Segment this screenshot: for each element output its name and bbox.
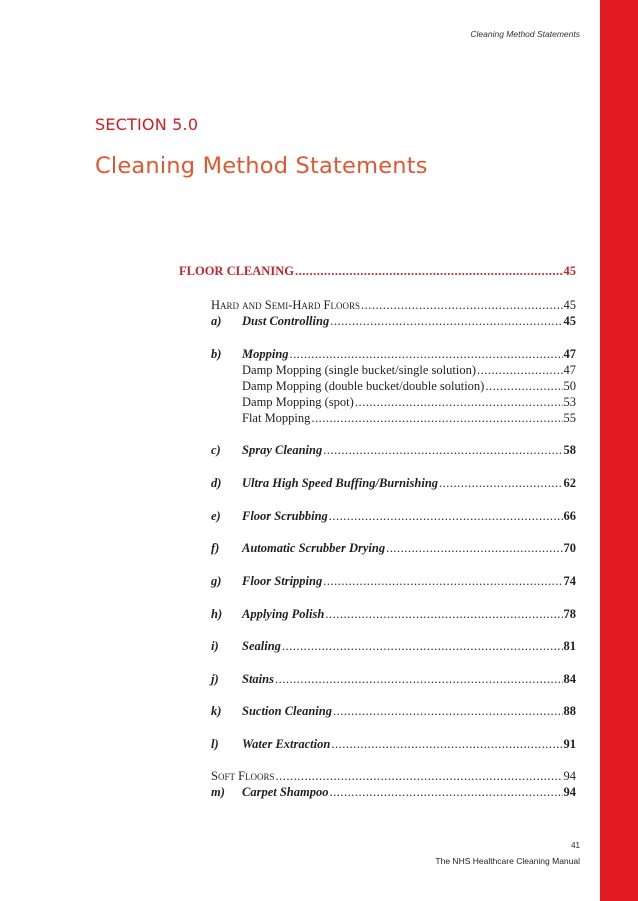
toc-item-automatic-scrubber[interactable] — [211, 540, 576, 556]
toc-item-letter: a) — [211, 314, 222, 328]
toc-item-letter: k) — [211, 704, 222, 718]
toc-item-floor-stripping[interactable] — [211, 573, 576, 589]
toc-page-number: 66 — [563, 509, 576, 523]
toc-page-number: 47 — [563, 363, 576, 377]
toc-page-number: 70 — [563, 541, 576, 555]
toc-page-number: 88 — [563, 704, 576, 718]
toc-item-floor-scrubbing[interactable] — [211, 508, 576, 524]
toc-item-label: Stains — [242, 672, 274, 686]
toc-page-number: 74 — [563, 574, 576, 588]
toc-item-letter: e) — [211, 509, 221, 523]
toc-page-number: 91 — [563, 737, 576, 751]
toc-item-letter: d) — [211, 476, 222, 490]
toc-item-label: Mopping — [242, 347, 289, 361]
toc-page-number: 50 — [563, 379, 576, 393]
toc-item-letter: i) — [211, 639, 219, 653]
section-title: Cleaning Method Statements — [95, 153, 428, 179]
toc-item-label: Floor Scrubbing — [242, 509, 328, 523]
toc-subitem[interactable] — [242, 394, 576, 410]
toc-item-label: Spray Cleaning — [242, 443, 323, 457]
toc-page-number: 81 — [563, 639, 576, 653]
toc-item-mopping[interactable] — [211, 346, 576, 362]
toc-subitem[interactable] — [242, 378, 576, 394]
toc-item-letter: j) — [211, 672, 219, 686]
toc-group-label: Hard and Semi-Hard Floors — [211, 298, 360, 312]
toc-item-letter: f) — [211, 541, 220, 555]
toc-entry-label: FLOOR CLEANING — [179, 264, 294, 278]
toc-group-soft-floors[interactable] — [211, 768, 576, 784]
toc-subitem-label: Damp Mopping (double bucket/double solution) — [242, 379, 485, 393]
toc-item-suction-cleaning[interactable] — [211, 703, 576, 719]
toc-page-number: 45 — [563, 264, 576, 278]
toc-item-carpet-shampoo[interactable] — [211, 784, 576, 800]
toc-item-label: Floor Stripping — [242, 574, 323, 588]
toc-subitem-label: Damp Mopping (single bucket/single solution) — [242, 363, 477, 377]
toc-page-number: 78 — [563, 607, 576, 621]
toc-item-letter: c) — [211, 443, 221, 457]
toc-page-number: 53 — [563, 395, 576, 409]
toc-page-number: 55 — [563, 411, 576, 425]
toc-item-dust-controlling[interactable] — [211, 313, 576, 329]
section-number: SECTION 5.0 — [95, 115, 199, 134]
toc-item-letter: g) — [211, 574, 222, 588]
toc-item-letter: m) — [211, 785, 225, 799]
toc-subitem-label: Flat Mopping — [242, 411, 311, 425]
toc-item-sealing[interactable] — [211, 638, 576, 654]
toc-item-spray-cleaning[interactable] — [211, 442, 576, 458]
toc-page-number: 62 — [563, 476, 576, 490]
toc-item-label: Ultra High Speed Buffing/Burnishing — [242, 476, 439, 490]
toc-item-label: Applying Polish — [242, 607, 325, 621]
toc-group-label: Soft Floors — [211, 769, 275, 783]
toc-item-letter: l) — [211, 737, 219, 751]
running-header: Cleaning Method Statements — [470, 29, 580, 39]
toc-item-stains[interactable] — [211, 671, 576, 687]
red-side-bar — [600, 0, 638, 901]
toc-page-number: 84 — [563, 672, 576, 686]
toc-subitem[interactable] — [242, 410, 576, 426]
manual-title: The NHS Healthcare Cleaning Manual — [435, 856, 580, 866]
toc-page-number: 58 — [563, 443, 576, 457]
toc-page-number: 45 — [563, 314, 576, 328]
toc-item-label: Water Extraction — [242, 737, 331, 751]
toc-item-label: Automatic Scrubber Drying — [242, 541, 386, 555]
toc-page-number: 47 — [563, 347, 576, 361]
toc-subitem-label: Damp Mopping (spot) — [242, 395, 354, 409]
toc-item-letter: b) — [211, 347, 222, 361]
toc-item-applying-polish[interactable] — [211, 606, 576, 622]
toc-page-number: 94 — [563, 785, 576, 799]
toc-item-letter: h) — [211, 607, 223, 621]
toc-item-label: Carpet Shampoo — [242, 785, 329, 799]
toc-item-ultra-high-speed[interactable] — [211, 475, 576, 491]
toc-item-label: Dust Controlling — [242, 314, 330, 328]
toc-group-hard-floors[interactable] — [211, 297, 576, 313]
toc-item-label: Suction Cleaning — [242, 704, 332, 718]
toc-item-water-extraction[interactable] — [211, 736, 576, 752]
toc-item-label: Sealing — [242, 639, 281, 653]
toc-page-number: 45 — [563, 298, 576, 312]
page-number: 41 — [571, 841, 580, 850]
toc-subitem[interactable] — [242, 362, 576, 378]
toc-entry-floor-cleaning[interactable] — [179, 263, 576, 279]
toc-page-number: 94 — [563, 769, 576, 783]
